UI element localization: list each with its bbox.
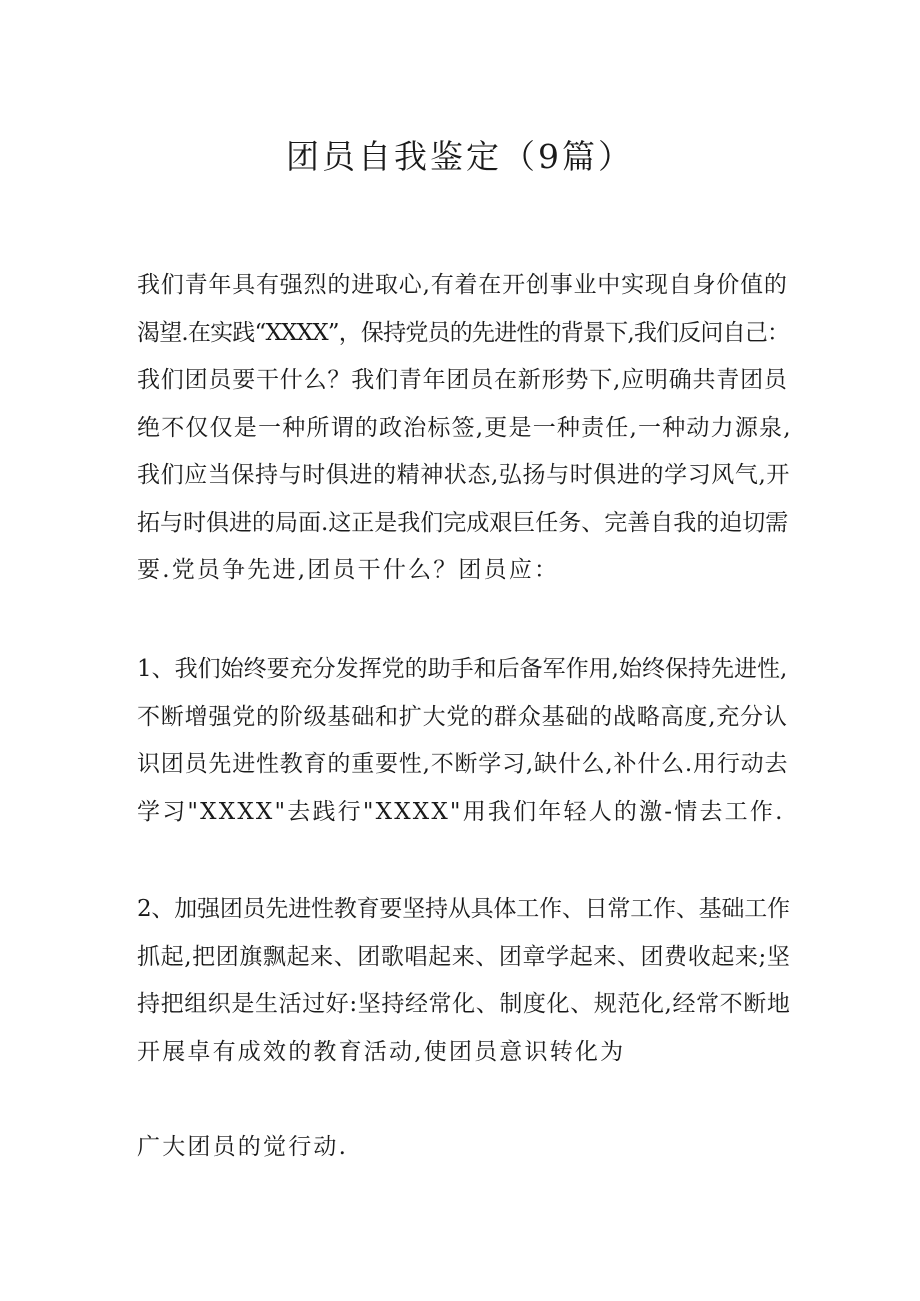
paragraph-line: 学习"XXXX"去践行"XXXX"用我们年轻人的激-情去工作. bbox=[137, 798, 785, 825]
paragraph-line: 持把组织是生活过好:坚持经常化、制度化、规范化,经常不断地 bbox=[137, 991, 791, 1017]
paragraph-line: 开展卓有成效的教育活动,使团员意识转化为 bbox=[137, 1038, 626, 1065]
paragraph-line: 广大团员的觉行动. bbox=[137, 1134, 349, 1160]
paragraph-line: 抓起,把团旗飘起来、团歌唱起来、团章学起来、团费收起来;坚 bbox=[137, 943, 791, 970]
paragraph-point-2 bbox=[137, 892, 792, 1082]
paragraph-line: 不断增强党的阶级基础和扩大党的群众基础的战略高度,充分认 bbox=[137, 703, 788, 730]
paragraph-line: 1、我们始终要充分发挥党的助手和后备军作用,始终保持先进性, bbox=[137, 656, 788, 682]
paragraph-line: 我们团员要干什么？我们青年团员在新形势下,应明确共青团员 bbox=[137, 367, 788, 393]
paragraph-line: 我们应当保持与时俱进的精神状态,弘扬与时俱进的学习风气,开 bbox=[137, 462, 791, 488]
paragraph-line: 识团员先进性教育的重要性,不断学习,缺什么,补什么.用行动去 bbox=[137, 751, 789, 777]
paragraph-continuation bbox=[137, 1130, 792, 1178]
paragraph-line: 绝不仅仅是一种所谓的政治标签,更是一种责任,一种动力源泉, bbox=[137, 414, 792, 441]
paragraph-line: 2、加强团员先进性教育要坚持从具体工作、日常工作、基础工作 bbox=[137, 896, 790, 922]
paragraph-intro bbox=[137, 268, 792, 601]
paragraph-line: 渴望.在实践“XXXX”，保持党员的先进性的背景下,我们反问自己： bbox=[137, 319, 790, 346]
document-title: 团员自我鉴定（9篇） bbox=[286, 137, 634, 176]
paragraph-line: 我们青年具有强烈的进取心,有着在开创事业中实现自身价值的 bbox=[137, 272, 788, 298]
paragraph-line: 要.党员争先进,团员干什么？团员应： bbox=[137, 557, 560, 583]
paragraph-point-1 bbox=[137, 652, 792, 842]
paragraph-line: 拓与时俱进的局面.这正是我们完成艰巨任务、完善自我的迫切需 bbox=[137, 509, 789, 536]
